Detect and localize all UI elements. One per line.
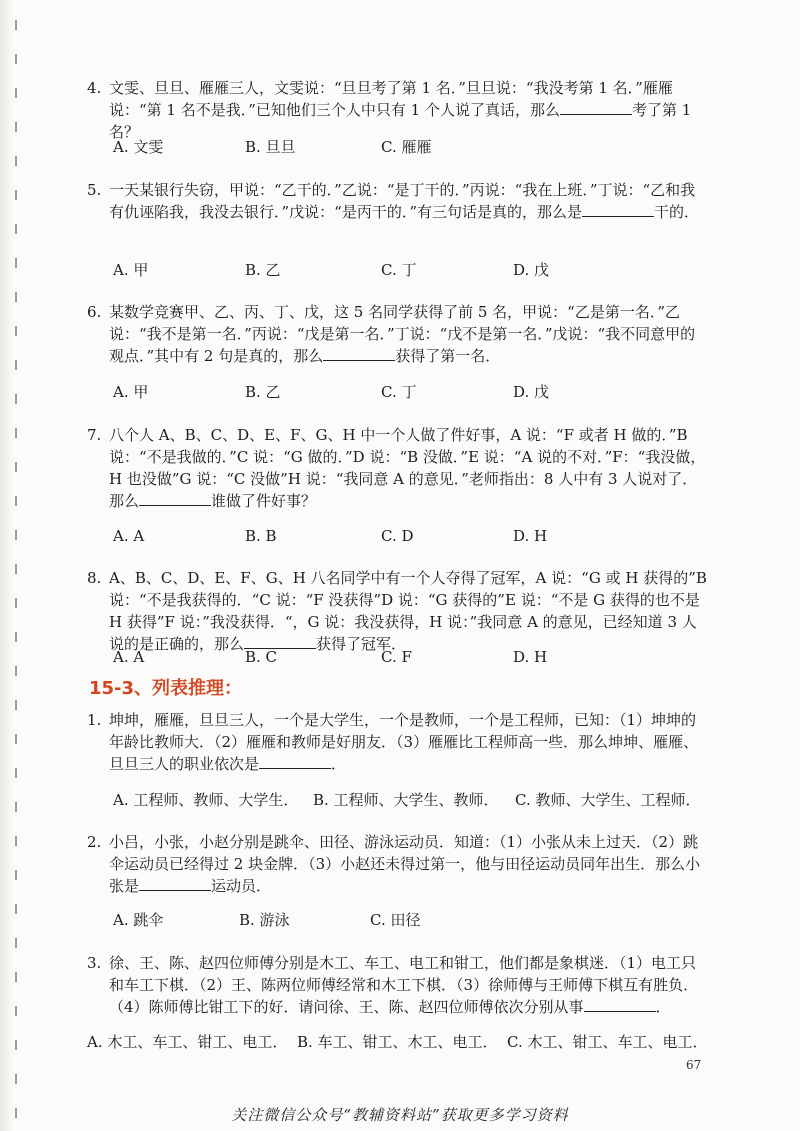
answer-blank[interactable] (139, 491, 211, 506)
question-number: 3. (87, 954, 102, 972)
question-7 (87, 424, 707, 512)
option-d[interactable]: D. H (513, 527, 548, 545)
question-number: 2. (87, 833, 102, 851)
footer-note: 关注微信公众号“教辅资料站”获取更多学习资料 (231, 1106, 569, 1124)
answer-blank[interactable] (582, 202, 654, 217)
option-a[interactable]: A. A (113, 527, 145, 545)
question-number: 7. (87, 426, 102, 444)
option-a[interactable]: A. 跳伞 (113, 911, 164, 929)
option-c[interactable]: C. 丁 (381, 261, 417, 279)
option-c[interactable]: C. 教师、大学生、工程师． (515, 791, 701, 809)
option-b[interactable]: B. 旦旦 (245, 138, 296, 156)
question-6 (87, 301, 707, 367)
question-15-3-3 (87, 952, 707, 1018)
option-b[interactable]: B. 乙 (245, 261, 281, 279)
question-stem: 八个人 A、B、C、D、E、F、G、H 中一个人做了件好事，A 说：“F 或者 H 做的．”B 说：“不是我做的．”C 说：“G 做的．”D 说：“B 没做．”E 说：“A 说的不对．”F：“我没做，H 也没做”G 说：“C 没做”H 说：“我同意 A 的意见．”老师指出：8 人中有 3 人说对了．那么 谁做了件好事？ (109, 426, 706, 510)
question-number: 5. (87, 181, 102, 199)
question-number: 4. (87, 79, 102, 97)
option-c[interactable]: C. 丁 (381, 383, 417, 401)
option-b[interactable]: B. C (245, 648, 278, 666)
option-a[interactable]: A. 甲 (113, 383, 149, 401)
answer-blank[interactable] (139, 876, 211, 891)
section-title: 15-3、列表推理： (89, 678, 243, 699)
question-5 (87, 179, 707, 223)
option-a[interactable]: A. 文雯 (113, 138, 164, 156)
answer-blank[interactable] (584, 997, 656, 1012)
question-stem: 小吕，小张，小赵分别是跳伞、田径、游泳运动员．知道：（1）小张从未上过天．（2）跳伞运动员已经得过 2 块金牌．（3）小赵还未得过第一，他与田径运动员同年出生．那么小张是 运动员． (109, 833, 701, 895)
question-stem: A、B、C、D、E、F、G、H 八名同学中有一个人夺得了冠军，A 说：“G 或 H 获得的”B 说：“不是我获得的．“C 说：“F 没获得”D 说：“G 获得的”E 说：“不是 G 获得的也不是 H 获得”F 说：”我没获得．“，G 说：我没获得，H 说：”我同意 A 的意见，已经知道 3 人说的是正确的，那么 获得了冠军． (109, 569, 707, 653)
question-stem: 某数学竞赛甲、乙、丙、丁、戊，这 5 名同学获得了前 5 名，甲说：“乙是第一名．”乙说：“我不是第一名．”丙说：“戊是第一名．”丁说：“戊不是第一名．”戊说：“我不同意甲的观点．”其中有 2 句是真的，那么 获得了第一名． (109, 303, 696, 365)
question-number: 8. (87, 569, 102, 587)
option-d[interactable]: D. H (513, 648, 548, 666)
option-b[interactable]: B. 游泳 (239, 911, 290, 929)
answer-blank[interactable] (323, 346, 395, 361)
option-a[interactable]: A. A (113, 648, 145, 666)
option-c[interactable]: C. D (381, 527, 414, 545)
page-number: 67 (686, 1058, 702, 1072)
option-c[interactable]: C. 田径 (370, 911, 421, 929)
option-b[interactable]: B. 乙 (245, 383, 281, 401)
question-4 (87, 77, 707, 143)
option-b[interactable]: B. 车工、钳工、木工、电工． (297, 1033, 498, 1051)
option-b[interactable]: B. 工程师、大学生、教师． (313, 791, 499, 809)
option-a[interactable]: A. 木工、车工、钳工、电工． (87, 1033, 288, 1051)
question-stem: 文雯、旦旦、雁雁三人，文雯说：“旦旦考了第 1 名．”旦旦说：“我没考第 1 名．”雁雁说：“第 1 名不是我．”已知他们三个人中只有 1 个人说了真话，那么 考了第 1 名？ (109, 79, 692, 141)
option-a[interactable]: A. 工程师、教师、大学生． (113, 791, 299, 809)
answer-blank[interactable] (560, 100, 632, 115)
question-15-3-1 (87, 709, 707, 775)
question-stem: 坤坤，雁雁，旦旦三人，一个是大学生，一个是教师，一个是工程师，已知：（1）坤坤的年龄比教师大．（2）雁雁和教师是好朋友．（3）雁雁比工程师高一些．那么坤坤、雁雁、旦旦三人的职业依次是 ． (109, 711, 699, 773)
answer-blank[interactable] (259, 754, 331, 769)
question-15-3-2 (87, 831, 707, 897)
option-b[interactable]: B. B (245, 527, 277, 545)
option-c[interactable]: C. F (381, 648, 412, 666)
option-d[interactable]: D. 戊 (513, 261, 550, 279)
question-8 (87, 567, 707, 655)
option-c[interactable]: C. 雁雁 (381, 138, 432, 156)
question-number: 6. (87, 303, 102, 321)
question-stem: 徐、王、陈、赵四位师傅分别是木工、车工、电工和钳工，他们都是象棋迷．（1）电工只和车工下棋．（2）王、陈两位师傅经常和木工下棋．（3）徐师傅与王师傅下棋互有胜负．（4）陈师傅比钳工下的好．请问徐、王、陈、赵四位师傅依次分别从事 ． (109, 954, 699, 1016)
question-number: 1. (87, 711, 102, 729)
option-a[interactable]: A. 甲 (113, 261, 149, 279)
option-c[interactable]: C. 木工、钳工、车工、电工． (507, 1033, 708, 1051)
option-d[interactable]: D. 戊 (513, 383, 550, 401)
question-stem: 一天某银行失窃，甲说：“乙干的．”乙说：“是丁干的．”丙说：“我在上班．”丁说：“乙和我有仇诬陷我，我没去银行．”戊说：“是丙干的．”有三句话是真的，那么是 干的． (109, 181, 700, 221)
